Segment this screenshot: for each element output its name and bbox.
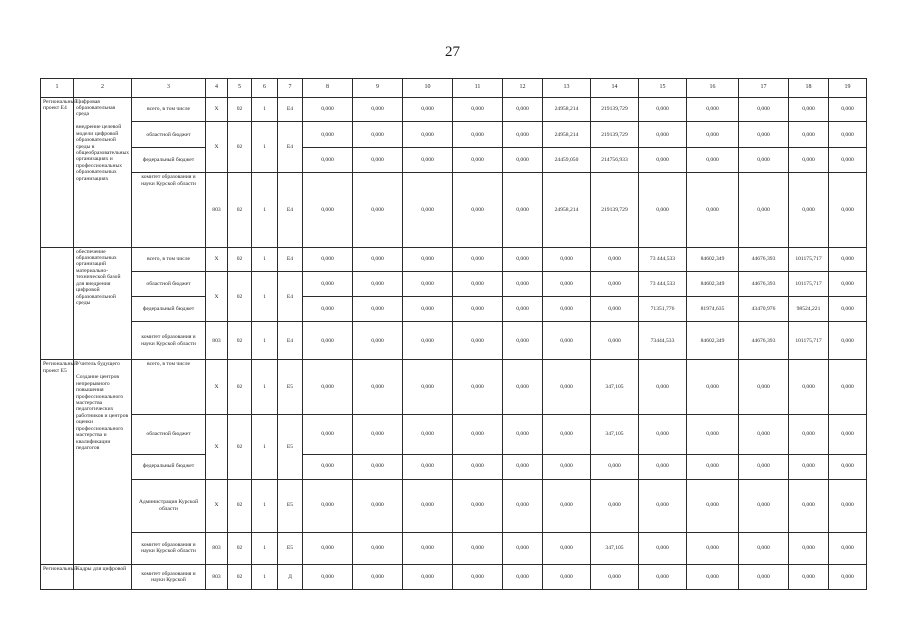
value-cell: 0,000 <box>353 532 403 564</box>
code-cell: 1 <box>252 360 278 415</box>
value-cell: 0,000 <box>739 479 789 532</box>
value-cell: 0,000 <box>303 479 353 532</box>
code-cell: Х <box>206 97 228 122</box>
value-cell: 0,000 <box>543 297 591 322</box>
value-cell: 0,000 <box>303 322 353 360</box>
value-cell: 0,000 <box>403 360 453 415</box>
value-cell: 0,000 <box>687 565 739 590</box>
value-cell: 0,000 <box>453 479 503 532</box>
value-cell: 84602,349 <box>687 247 739 272</box>
funding-source: федеральный бюджет <box>132 148 206 173</box>
value-cell: 71351,776 <box>639 297 687 322</box>
value-cell: 101175,717 <box>789 247 829 272</box>
value-cell: 0,000 <box>303 272 353 297</box>
value-cell: 0,000 <box>543 532 591 564</box>
table-row <box>41 97 867 122</box>
value-cell: 0,000 <box>403 479 453 532</box>
value-cell: 0,000 <box>829 415 867 455</box>
value-cell: 0,000 <box>503 97 543 122</box>
value-cell: 0,000 <box>739 97 789 122</box>
value-cell: 0,000 <box>639 97 687 122</box>
column-header: 5 <box>228 79 252 98</box>
value-cell: 44676,393 <box>739 247 789 272</box>
value-cell: 0,000 <box>453 272 503 297</box>
table-row <box>41 532 867 564</box>
column-header: 8 <box>303 79 353 98</box>
value-cell: 0,000 <box>303 247 353 272</box>
code-cell: Е5 <box>278 415 303 479</box>
value-cell: 0,000 <box>789 454 829 479</box>
value-cell: 0,000 <box>739 122 789 148</box>
column-header: 16 <box>687 79 739 98</box>
code-cell: Е5 <box>278 532 303 564</box>
value-cell: 0,000 <box>353 122 403 148</box>
value-cell: 214756,933 <box>591 148 639 173</box>
measure-description: Цифровая образовательная среда внедрение целевой модели цифровой образовательной среды в общеобразовательных организациях и профессиональных образовательных организациях <box>74 97 132 247</box>
value-cell: 0,000 <box>829 272 867 297</box>
value-cell: 0,000 <box>789 360 829 415</box>
code-cell: 02 <box>228 97 252 122</box>
column-header: 11 <box>453 79 503 98</box>
value-cell: 0,000 <box>353 247 403 272</box>
table-row <box>41 148 867 173</box>
table-row <box>41 272 867 297</box>
value-cell: 0,000 <box>829 360 867 415</box>
value-cell: 0,000 <box>503 247 543 272</box>
table-row <box>41 479 867 532</box>
column-header: 6 <box>252 79 278 98</box>
value-cell: 0,000 <box>503 532 543 564</box>
table-row <box>41 415 867 455</box>
value-cell: 0,000 <box>687 148 739 173</box>
page-number: 27 <box>445 44 460 60</box>
code-cell: Е4 <box>278 122 303 173</box>
value-cell: 0,000 <box>353 297 403 322</box>
code-cell: 1 <box>252 479 278 532</box>
value-cell: 0,000 <box>403 532 453 564</box>
value-cell: 0,000 <box>543 415 591 455</box>
value-cell: 24958,214 <box>543 173 591 247</box>
header-row <box>41 79 867 98</box>
value-cell: 0,000 <box>403 415 453 455</box>
table-row <box>41 322 867 360</box>
value-cell: 0,000 <box>353 272 403 297</box>
value-cell: 0,000 <box>353 415 403 455</box>
code-cell: 1 <box>252 97 278 122</box>
code-cell: 1 <box>252 247 278 272</box>
code-cell: 1 <box>252 415 278 479</box>
code-cell: 1 <box>252 173 278 247</box>
column-header: 10 <box>403 79 453 98</box>
value-cell: 0,000 <box>829 532 867 564</box>
value-cell: 0,000 <box>303 148 353 173</box>
value-cell: 0,000 <box>829 97 867 122</box>
code-cell: Х <box>206 479 228 532</box>
value-cell: 24459,050 <box>543 148 591 173</box>
measure-description: Кадры для цифровой <box>74 565 132 590</box>
value-cell: 347,105 <box>591 532 639 564</box>
value-cell: 0,000 <box>353 360 403 415</box>
value-cell: 0,000 <box>453 97 503 122</box>
value-cell: 0,000 <box>829 148 867 173</box>
value-cell: 0,000 <box>303 415 353 455</box>
table-row <box>41 247 867 272</box>
value-cell: 0,000 <box>503 272 543 297</box>
row-heading: Региональный <box>41 565 74 590</box>
value-cell: 0,000 <box>739 360 789 415</box>
value-cell: 0,000 <box>503 322 543 360</box>
code-cell: 1 <box>252 322 278 360</box>
value-cell: 0,000 <box>503 415 543 455</box>
value-cell: 0,000 <box>639 122 687 148</box>
value-cell: 0,000 <box>829 122 867 148</box>
value-cell: 0,000 <box>353 97 403 122</box>
code-cell: Х <box>206 122 228 173</box>
value-cell: 0,000 <box>353 173 403 247</box>
value-cell: 0,000 <box>687 415 739 455</box>
value-cell: 44676,393 <box>739 322 789 360</box>
code-cell: Д <box>278 565 303 590</box>
value-cell: 0,000 <box>591 247 639 272</box>
value-cell: 0,000 <box>403 565 453 590</box>
value-cell: 24958,214 <box>543 97 591 122</box>
value-cell: 0,000 <box>543 322 591 360</box>
value-cell: 219139,729 <box>591 173 639 247</box>
value-cell: 347,105 <box>591 415 639 455</box>
value-cell: 0,000 <box>591 272 639 297</box>
code-cell: 02 <box>228 322 252 360</box>
value-cell: 0,000 <box>453 297 503 322</box>
value-cell: 0,000 <box>591 479 639 532</box>
value-cell: 0,000 <box>789 122 829 148</box>
table-row <box>41 173 867 247</box>
value-cell: 0,000 <box>543 272 591 297</box>
value-cell: 0,000 <box>591 454 639 479</box>
funding-source: областной бюджет <box>132 272 206 297</box>
value-cell: 0,000 <box>591 565 639 590</box>
value-cell: 0,000 <box>789 532 829 564</box>
code-cell: 02 <box>228 173 252 247</box>
measure-description: Учитель будущего Создание центров непрерывного повышения профессионального мастерства педагогических работников и центров оценки профессионального мастерства и квалификации педагогов <box>74 360 132 565</box>
value-cell: 0,000 <box>543 479 591 532</box>
value-cell: 84602,349 <box>687 322 739 360</box>
value-cell: 0,000 <box>739 148 789 173</box>
value-cell: 0,000 <box>303 454 353 479</box>
value-cell: 0,000 <box>739 565 789 590</box>
value-cell: 0,000 <box>687 479 739 532</box>
value-cell: 0,000 <box>353 148 403 173</box>
value-cell: 0,000 <box>687 360 739 415</box>
value-cell: 0,000 <box>543 565 591 590</box>
value-cell: 0,000 <box>639 360 687 415</box>
value-cell: 0,000 <box>303 360 353 415</box>
value-cell: 0,000 <box>403 297 453 322</box>
value-cell: 0,000 <box>739 173 789 247</box>
code-cell: 02 <box>228 479 252 532</box>
value-cell: 0,000 <box>403 247 453 272</box>
value-cell: 347,105 <box>591 360 639 415</box>
code-cell: 1 <box>252 272 278 322</box>
value-cell: 0,000 <box>789 97 829 122</box>
value-cell: 0,000 <box>303 97 353 122</box>
value-cell: 0,000 <box>453 454 503 479</box>
code-cell: 1 <box>252 532 278 564</box>
code-cell: Е4 <box>278 322 303 360</box>
value-cell: 0,000 <box>639 479 687 532</box>
value-cell: 0,000 <box>303 565 353 590</box>
value-cell: 0,000 <box>639 173 687 247</box>
value-cell: 0,000 <box>829 247 867 272</box>
value-cell: 0,000 <box>829 565 867 590</box>
code-cell: 02 <box>228 565 252 590</box>
column-header: 14 <box>591 79 639 98</box>
code-cell: 803 <box>206 532 228 564</box>
value-cell: 0,000 <box>687 122 739 148</box>
value-cell: 0,000 <box>403 97 453 122</box>
value-cell: 0,000 <box>353 454 403 479</box>
funding-source: областной бюджет <box>132 415 206 455</box>
value-cell: 0,000 <box>789 479 829 532</box>
value-cell: 0,000 <box>453 322 503 360</box>
value-cell: 101175,717 <box>789 322 829 360</box>
column-header: 3 <box>132 79 206 98</box>
value-cell: 0,000 <box>303 173 353 247</box>
value-cell: 0,000 <box>503 360 543 415</box>
budget-table <box>40 78 867 590</box>
value-cell: 0,000 <box>639 565 687 590</box>
value-cell: 0,000 <box>353 322 403 360</box>
column-header: 18 <box>789 79 829 98</box>
code-cell: 803 <box>206 173 228 247</box>
value-cell: 0,000 <box>543 247 591 272</box>
code-cell: Х <box>206 247 228 272</box>
value-cell: 73 444,533 <box>639 272 687 297</box>
value-cell: 98524,221 <box>789 297 829 322</box>
column-header: 7 <box>278 79 303 98</box>
funding-source: комитет образования и науки Курской области <box>132 532 206 564</box>
value-cell: 0,000 <box>453 173 503 247</box>
code-cell: 02 <box>228 415 252 479</box>
value-cell: 0,000 <box>543 454 591 479</box>
value-cell: 0,000 <box>453 415 503 455</box>
value-cell: 0,000 <box>503 148 543 173</box>
value-cell: 0,000 <box>353 565 403 590</box>
value-cell: 0,000 <box>591 297 639 322</box>
funding-source: комитет образования и науки Курской <box>132 565 206 590</box>
code-cell: Х <box>206 272 228 322</box>
table-row <box>41 360 867 415</box>
table-row <box>41 565 867 590</box>
code-cell: Е5 <box>278 479 303 532</box>
value-cell: 0,000 <box>739 415 789 455</box>
code-cell: Е4 <box>278 272 303 322</box>
table-row <box>41 454 867 479</box>
table-row <box>41 297 867 322</box>
column-header: 15 <box>639 79 687 98</box>
value-cell: 0,000 <box>789 148 829 173</box>
value-cell: 0,000 <box>453 565 503 590</box>
value-cell: 0,000 <box>403 454 453 479</box>
value-cell: 0,000 <box>403 122 453 148</box>
value-cell: 0,000 <box>739 454 789 479</box>
code-cell: 803 <box>206 565 228 590</box>
code-cell: 1 <box>252 122 278 173</box>
column-header: 17 <box>739 79 789 98</box>
column-header: 9 <box>353 79 403 98</box>
column-header: 1 <box>41 79 74 98</box>
column-header: 13 <box>543 79 591 98</box>
value-cell: 0,000 <box>453 148 503 173</box>
value-cell: 219139,729 <box>591 97 639 122</box>
value-cell: 0,000 <box>403 322 453 360</box>
value-cell: 24958,214 <box>543 122 591 148</box>
code-cell: Х <box>206 360 228 415</box>
code-cell: 02 <box>228 122 252 173</box>
funding-source: всего, в том числе <box>132 247 206 272</box>
value-cell: 0,000 <box>453 122 503 148</box>
value-cell: 73 444,533 <box>639 247 687 272</box>
measure-description: обеспечение образовательных организаций материально-технической базой для внедрения цифровой образовательной среды <box>74 247 132 360</box>
funding-source: всего, в том числе <box>132 360 206 415</box>
value-cell: 0,000 <box>503 297 543 322</box>
funding-source: федеральный бюджет <box>132 454 206 479</box>
value-cell: 0,000 <box>639 148 687 173</box>
code-cell: 02 <box>228 360 252 415</box>
value-cell: 0,000 <box>789 565 829 590</box>
funding-source: всего, в том числе <box>132 97 206 122</box>
funding-source: областной бюджет <box>132 122 206 148</box>
value-cell: 0,000 <box>503 454 543 479</box>
value-cell: 0,000 <box>829 479 867 532</box>
value-cell: 0,000 <box>687 173 739 247</box>
value-cell: 0,000 <box>687 97 739 122</box>
column-header: 4 <box>206 79 228 98</box>
funding-source: комитет образования и науки Курской области <box>132 173 206 247</box>
column-header: 2 <box>74 79 132 98</box>
value-cell: 0,000 <box>303 297 353 322</box>
code-cell: Е4 <box>278 173 303 247</box>
value-cell: 0,000 <box>403 272 453 297</box>
value-cell: 0,000 <box>503 565 543 590</box>
value-cell: 0,000 <box>829 173 867 247</box>
value-cell: 0,000 <box>739 532 789 564</box>
value-cell: 219139,729 <box>591 122 639 148</box>
code-cell: 02 <box>228 247 252 272</box>
value-cell: 73444,533 <box>639 322 687 360</box>
value-cell: 0,000 <box>503 173 543 247</box>
code-cell: 02 <box>228 532 252 564</box>
value-cell: 0,000 <box>403 148 453 173</box>
value-cell: 0,000 <box>829 322 867 360</box>
code-cell: Х <box>206 415 228 479</box>
value-cell: 0,000 <box>453 247 503 272</box>
code-cell: Е4 <box>278 97 303 122</box>
value-cell: 0,000 <box>829 454 867 479</box>
value-cell: 0,000 <box>789 173 829 247</box>
value-cell: 0,000 <box>353 479 403 532</box>
row-heading: Региональный проект Е5 <box>41 360 74 565</box>
value-cell: 0,000 <box>453 360 503 415</box>
code-cell: 803 <box>206 322 228 360</box>
value-cell: 81974,635 <box>687 297 739 322</box>
value-cell: 0,000 <box>639 454 687 479</box>
code-cell: 1 <box>252 565 278 590</box>
column-header: 12 <box>503 79 543 98</box>
value-cell: 0,000 <box>543 360 591 415</box>
funding-source: федеральный бюджет <box>132 297 206 322</box>
value-cell: 0,000 <box>639 415 687 455</box>
value-cell: 0,000 <box>453 532 503 564</box>
table-row <box>41 122 867 148</box>
value-cell: 101175,717 <box>789 272 829 297</box>
value-cell: 84602,349 <box>687 272 739 297</box>
value-cell: 0,000 <box>687 532 739 564</box>
value-cell: 0,000 <box>403 173 453 247</box>
value-cell: 0,000 <box>503 122 543 148</box>
funding-source: Администрация Курской области <box>132 479 206 532</box>
value-cell: 0,000 <box>303 532 353 564</box>
row-heading: Региональный проект Е4 <box>41 97 74 247</box>
value-cell: 44676,393 <box>739 272 789 297</box>
value-cell: 0,000 <box>687 454 739 479</box>
value-cell: 0,000 <box>829 297 867 322</box>
empty-cell <box>41 247 74 360</box>
code-cell: Е5 <box>278 360 303 415</box>
value-cell: 0,000 <box>639 532 687 564</box>
code-cell: Е4 <box>278 247 303 272</box>
code-cell: 02 <box>228 272 252 322</box>
value-cell: 0,000 <box>503 479 543 532</box>
value-cell: 0,000 <box>789 415 829 455</box>
funding-source: комитет образования и науки Курской области <box>132 322 206 360</box>
value-cell: 0,000 <box>591 322 639 360</box>
value-cell: 0,000 <box>303 122 353 148</box>
value-cell: 43470,976 <box>739 297 789 322</box>
column-header: 19 <box>829 79 867 98</box>
